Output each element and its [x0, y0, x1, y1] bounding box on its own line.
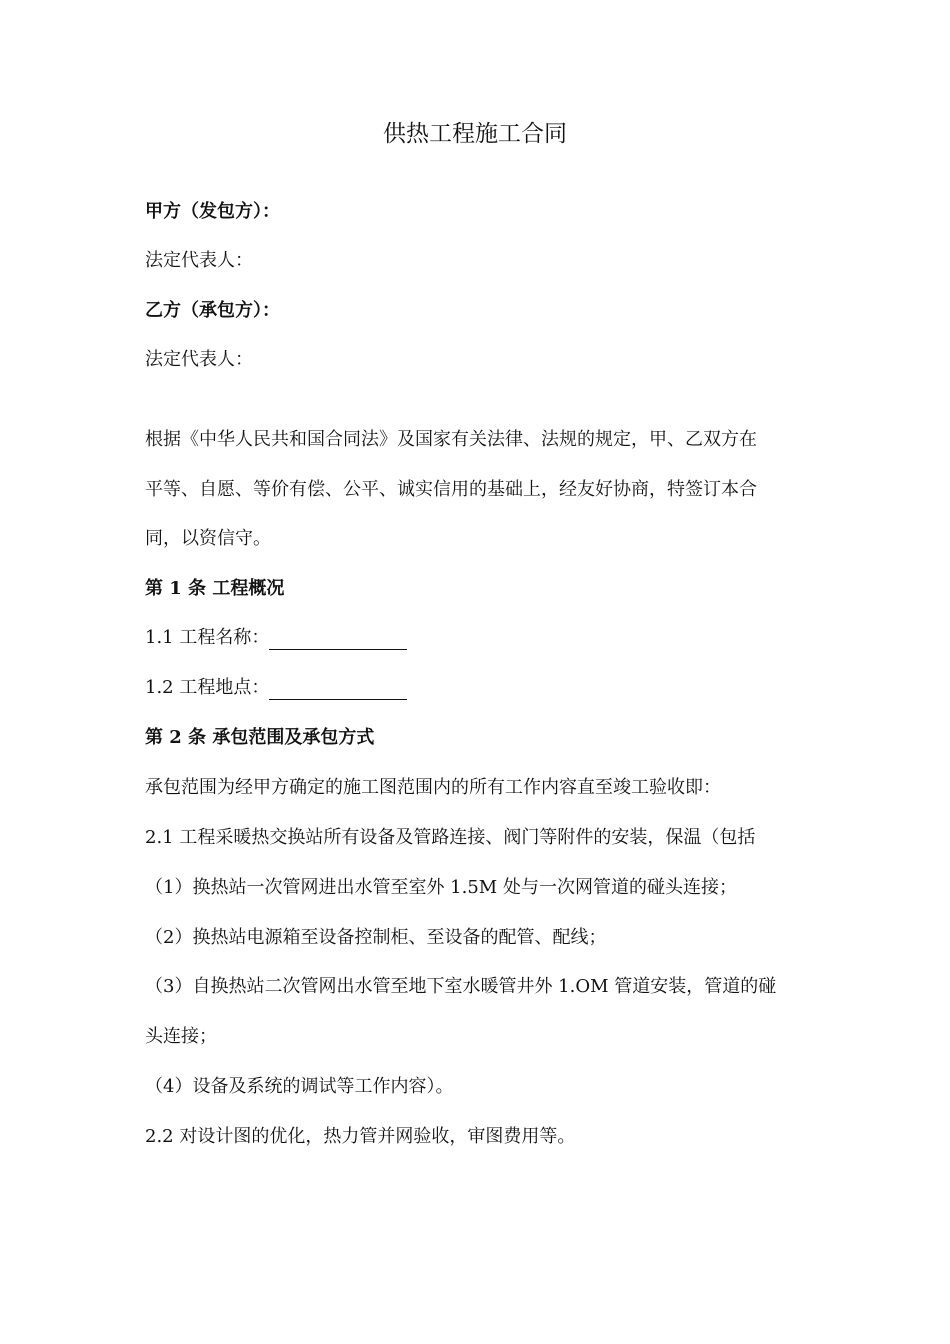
project-name-blank	[269, 631, 407, 650]
sub-item-3-continuation: 头连接；	[145, 1026, 217, 1047]
sub-item-2: （2）换热站电源箱至设备控制柜、至设备的配管、配线；	[145, 927, 607, 948]
preamble-line: 根据《中华人民共和国合同法》及国家有关法律、法规的规定，甲、乙双方在	[145, 429, 757, 450]
project-location-blank	[269, 681, 407, 700]
scope-intro: 承包范围为经甲方确定的施工图范围内的所有工作内容直至竣工验收即：	[145, 777, 721, 798]
preamble-line: 同，以资信守。	[145, 528, 271, 549]
clause-2-1: 2.1 工程采暖热交换站所有设备及管路连接、阀门等附件的安装，保温（包括	[145, 827, 756, 848]
sub-item-4: （4）设备及系统的调试等工作内容）。	[145, 1076, 454, 1097]
page-title: 供热工程施工合同	[383, 121, 567, 147]
project-location-row	[145, 676, 407, 700]
party-b-representative: 法定代表人：	[145, 349, 253, 370]
party-a-representative: 法定代表人：	[145, 250, 253, 271]
party-a-label: 甲方（发包方）：	[145, 201, 280, 222]
party-b-label: 乙方（承包方）：	[145, 300, 280, 321]
sub-item-3: （3）自换热站二次管网出水管至地下室水暖管井外 1.OM 管道安装，管道的碰	[145, 976, 777, 997]
project-name-row	[145, 626, 407, 650]
article-1-heading: 第 1 条 工程概况	[145, 578, 285, 599]
project-location-label: 1.2 工程地点：	[145, 677, 270, 698]
preamble-line: 平等、自愿、等价有偿、公平、诚实信用的基础上，经友好协商，特签订本合	[145, 479, 757, 500]
sub-item-1: （1）换热站一次管网进出水管至室外 1.5M 处与一次网管道的碰头连接；	[145, 877, 737, 898]
clause-2-2: 2.2 对设计图的优化，热力管并网验收，审图费用等。	[145, 1126, 576, 1147]
article-2-heading: 第 2 条 承包范围及承包方式	[145, 727, 375, 748]
project-name-label: 1.1 工程名称：	[145, 627, 270, 648]
